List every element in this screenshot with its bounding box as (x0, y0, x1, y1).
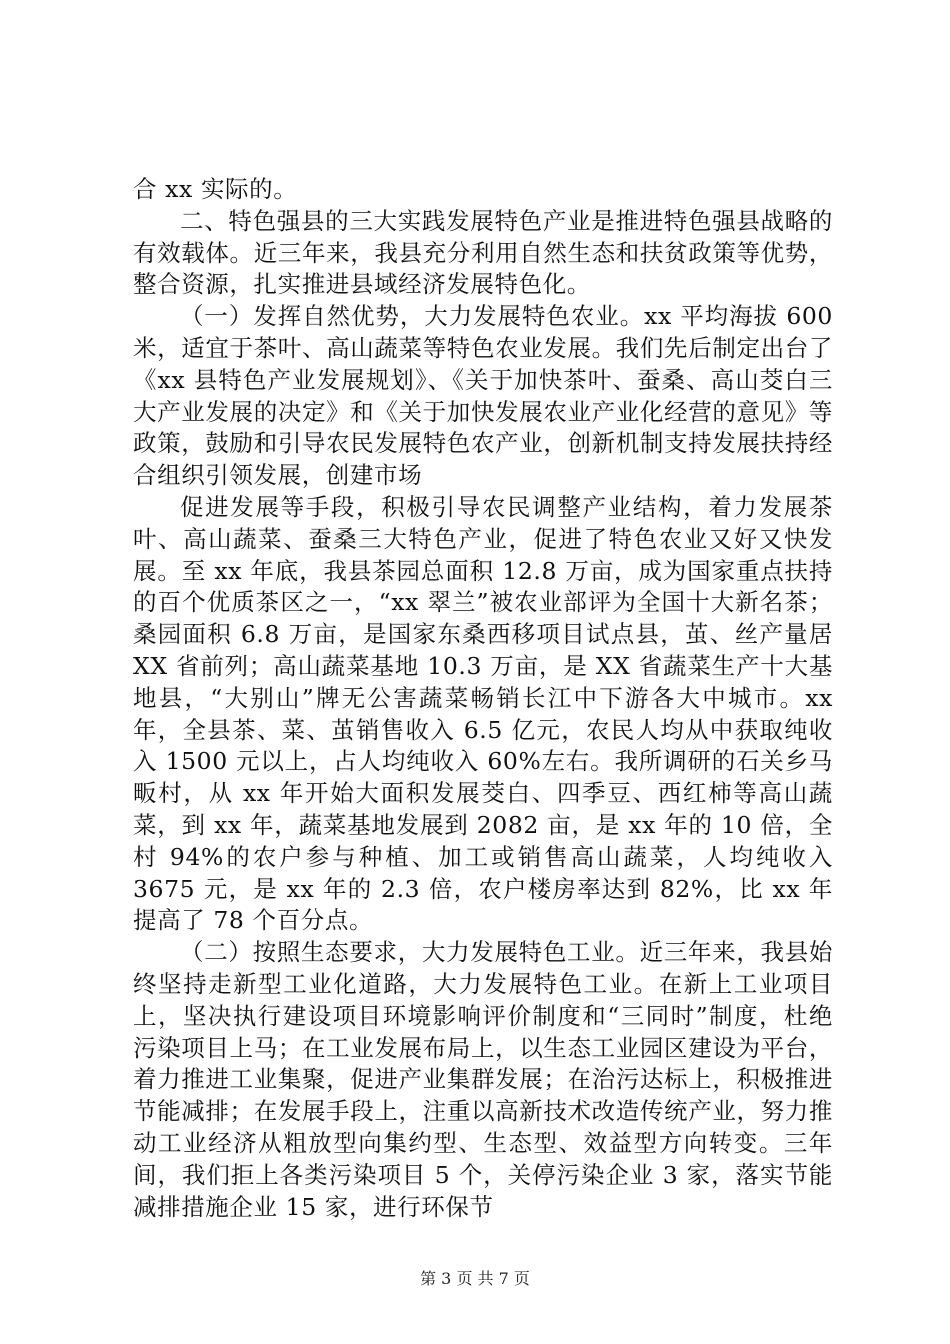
page-number: 第 3 页 共 7 页 (420, 1269, 530, 1288)
paragraph-4: 促进发展等手段，积极引导农民调整产业结构，着力发展茶叶、高山蔬菜、蚕桑三大特色产业，促进了特色农业又好又快发展。至 xx 年底，我县茶园总面积 12.8 万亩，成为国家重点扶持的百个优质茶区之一，“xx 翠兰”被农业部评为全国十大新名茶；桑园面积 6.8 万亩，是国家东桑西移项目试点县，茧、丝产量居 XX 省前列；高山蔬菜基地 10.3 万亩，是 XX 省蔬菜生产十大基地县，“大别山”牌无公害蔬菜畅销长江中下游各大中城市。xx 年，全县茶、菜、茧销售收入 6.5 亿元，农民人均从中获取纯收入 1500 元以上，占人均纯收入 60%左右。我所调研的石关乡马畈村，从 xx 年开始大面积发展茭白、四季豆、西红柿等高山蔬菜，到 xx 年，蔬菜基地发展到 2082 亩，是 xx 年的 10 倍，全村 94%的农户参与种植、加工或销售高山蔬菜，人均纯收入 3675 元，是 xx 年的 2.3 倍，农户楼房率达到 82%，比 xx 年提高了 78 个百分点。 (133, 492, 833, 935)
paragraph-2: 二、特色强县的三大实践发展特色产业是推进特色强县战略的有效载体。近三年来，我县充分利用自然生态和扶贫政策等优势，整合资源，扎实推进县域经济发展特色化。 (133, 206, 833, 299)
page-footer (0, 1269, 950, 1289)
paragraph-5: （二）按照生态要求，大力发展特色工业。近三年来，我县始终坚持走新型工业化道路，大力发展特色工业。在新上工业项目上，坚决执行建设项目环境影响评价制度和“三同时”制度，杜绝污染项目上马；在工业发展布局上，以生态工业园区建设为平台，着力推进工业集聚，促进产业集群发展；在治污达标上，积极推进节能减排；在发展手段上，注重以高新技术改造传统产业，努力推动工业经济从粗放型向集约型、生态型、效益型方向转变。三年间，我们拒上各类污染项目 5 个，关停污染企业 3 家，落实节能减排措施企业 15 家，进行环保节 (133, 938, 833, 1221)
document-body (133, 174, 833, 1223)
paragraph-1: 合 xx 实际的。 (133, 175, 298, 203)
paragraph-3: （一）发挥自然优势，大力发展特色农业。xx 平均海拔 600 米，适宜于茶叶、高山蔬菜等特色农业发展。我们先后制定出台了《xx 县特色产业发展规划》、《关于加快茶叶、蚕桑、高山茭白三大产业发展的决定》和《关于加快发展农业产业化经营的意见》等政策，鼓励和引导农民发展特色农产业，创新机制支持发展扶持经合组织引领发展，创建市场 (133, 302, 833, 490)
